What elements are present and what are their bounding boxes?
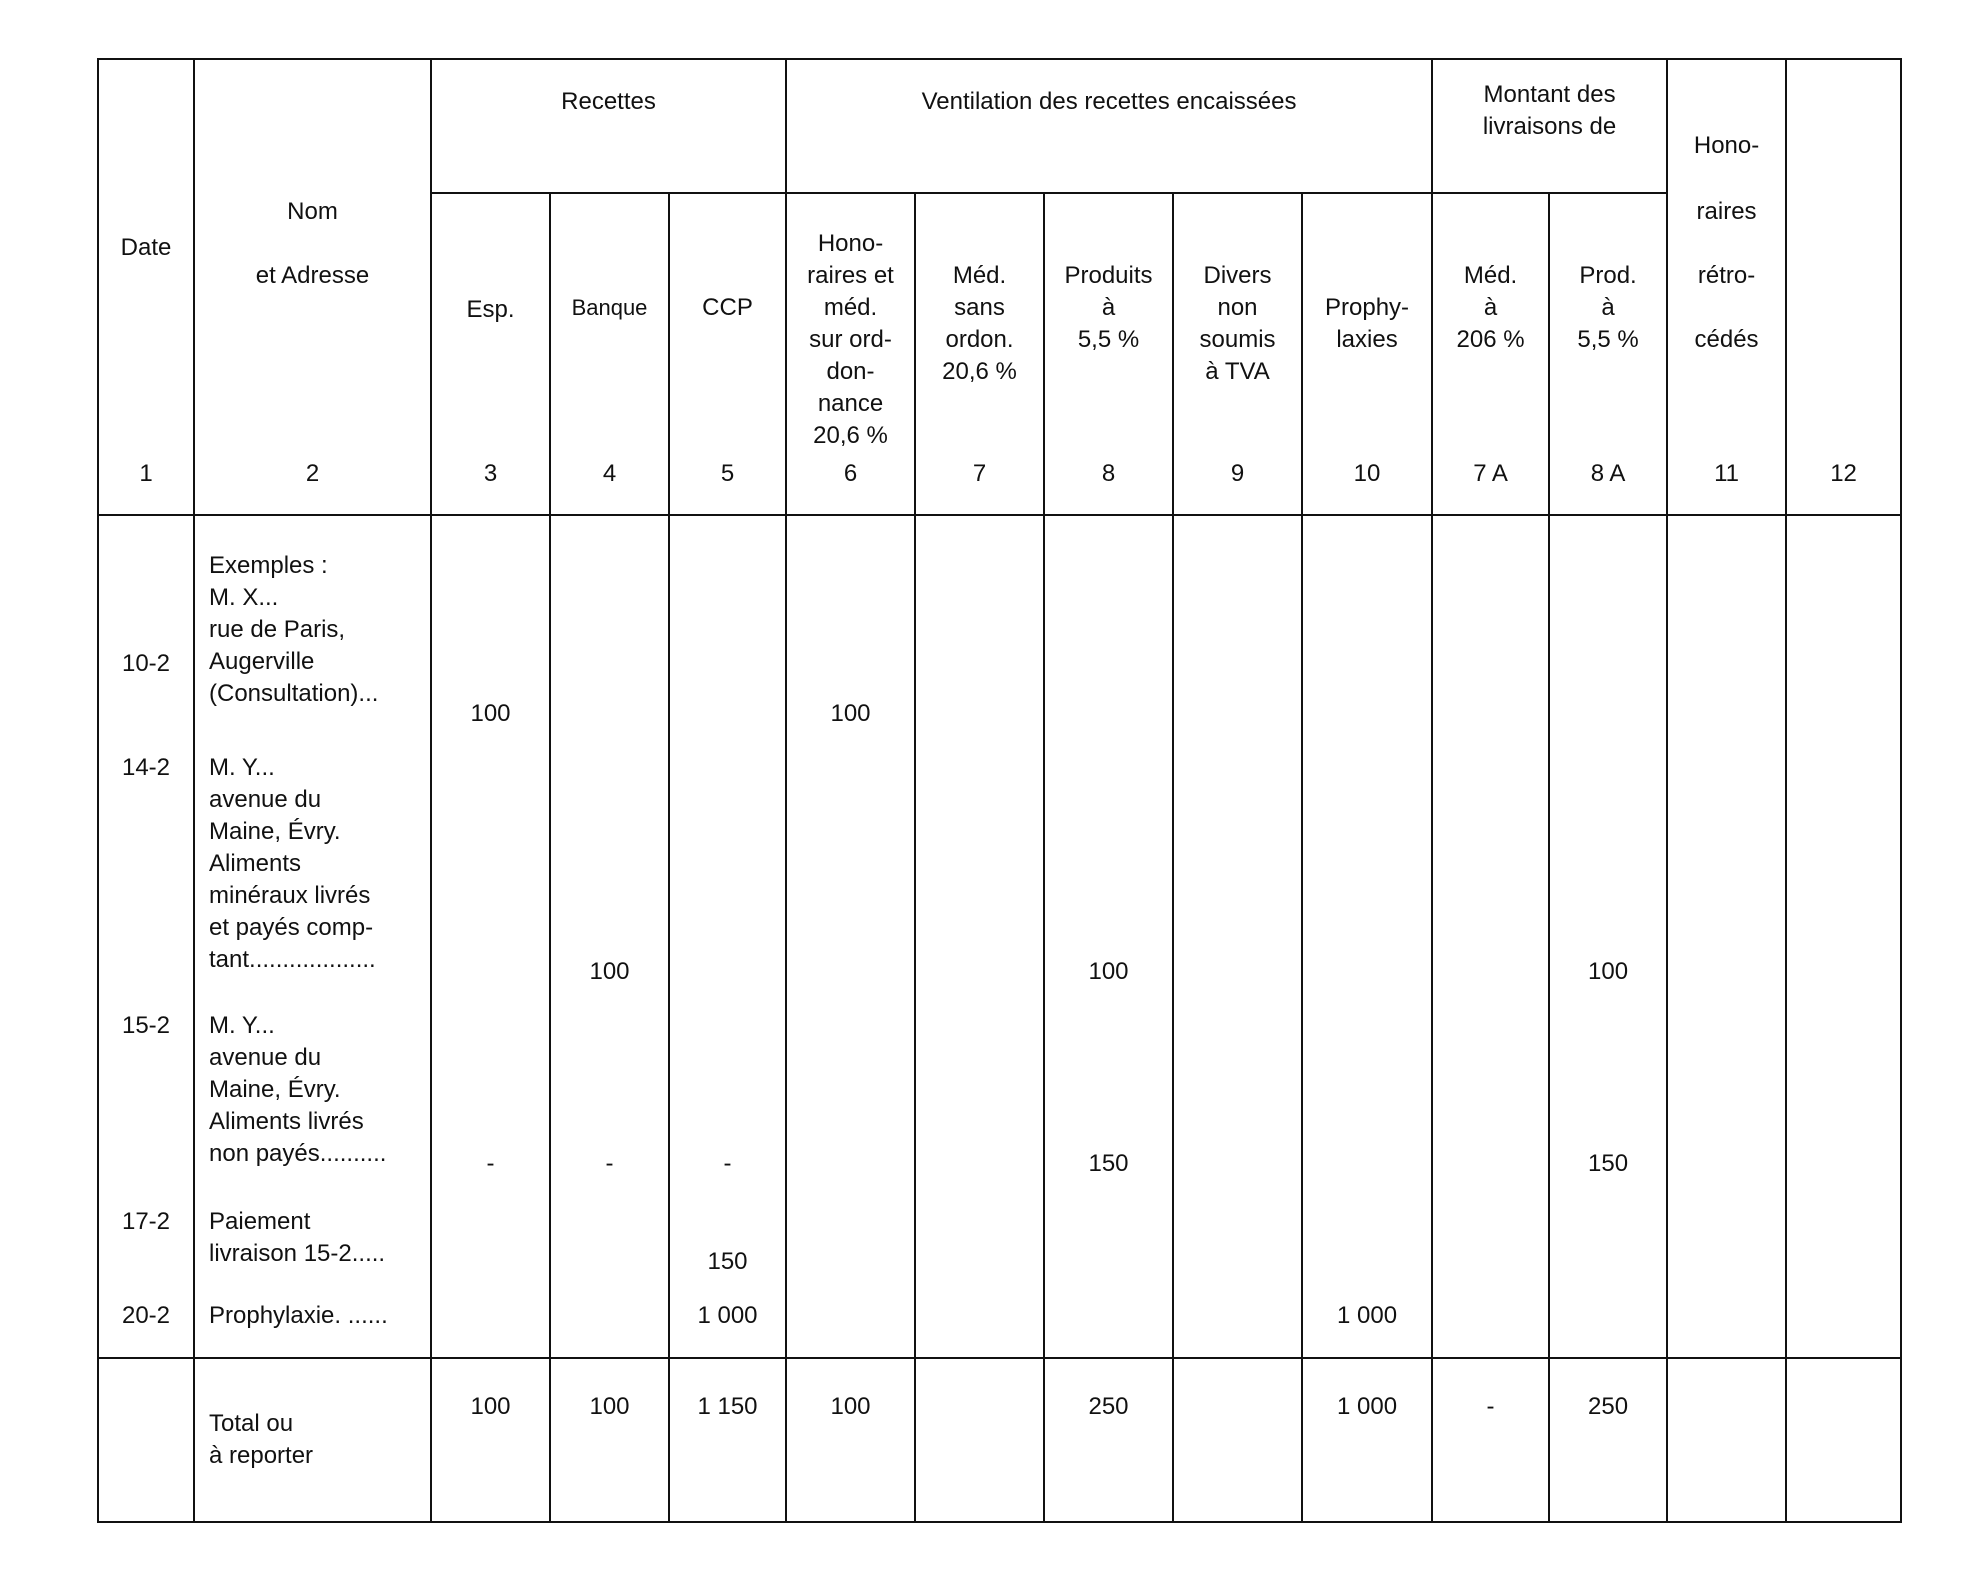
- cell-col8a: 150: [1549, 988, 1667, 1180]
- total-col9: [1173, 1358, 1302, 1522]
- column-number: 2: [305, 460, 320, 487]
- total-col7: [915, 1358, 1044, 1522]
- cell-banque: [550, 1180, 669, 1278]
- entry-date-text: 10-2: [121, 650, 171, 677]
- cell-col11: [1667, 988, 1786, 1180]
- cell-col12: [1786, 730, 1901, 988]
- cell-col7a: [1432, 1278, 1549, 1358]
- cell-col7: [915, 988, 1044, 1180]
- entry-name: [194, 1180, 431, 1278]
- entry-name: [194, 1278, 431, 1358]
- header-col8a: [1549, 193, 1667, 515]
- header-group-ventilation: [786, 59, 1432, 193]
- cell-col12: [1786, 515, 1901, 730]
- total-col11: [1667, 1358, 1786, 1522]
- cell-col6: [786, 730, 915, 988]
- entry-name-line: M. Y...: [209, 1012, 275, 1039]
- cell-col9: [1173, 1180, 1302, 1278]
- cell-col7: [915, 730, 1044, 988]
- cell-col7: [915, 1278, 1044, 1358]
- cell-col8a: [1549, 1180, 1667, 1278]
- entry-name-line: Maine, Évry.: [209, 1076, 341, 1103]
- header-col7a-line: 206 %: [1456, 326, 1525, 353]
- cell-banque: [550, 515, 669, 730]
- header-nom-label: Nom: [287, 198, 338, 225]
- cell-banque: [550, 1278, 669, 1358]
- header-col9: [1173, 193, 1302, 515]
- entry-name-line: Aliments: [209, 850, 302, 877]
- total-col10: 1 000: [1302, 1358, 1432, 1522]
- cell-ccp: -: [669, 988, 786, 1180]
- header-hono-line: Hono-: [1693, 132, 1760, 159]
- cell-col8: [1044, 1180, 1173, 1278]
- column-number: 8 A: [1590, 460, 1626, 487]
- ledger-table: [97, 58, 1902, 1523]
- cell-col10: [1302, 515, 1432, 730]
- cell-banque: -: [550, 988, 669, 1180]
- entry-name-line: Maine, Évry.: [209, 818, 341, 845]
- total-label: [194, 1358, 431, 1522]
- header-date-label: Date: [120, 234, 172, 261]
- entry-date: [98, 730, 194, 988]
- header-col7-line: Méd.: [952, 262, 1007, 289]
- cell-ccp: 150: [669, 1180, 786, 1278]
- header-col7a-line: à: [1483, 294, 1498, 321]
- ledger-entries: [98, 515, 1901, 1358]
- entry-name-line: Augerville: [209, 648, 315, 675]
- cell-col6: [786, 1278, 915, 1358]
- column-number: 8: [1101, 460, 1116, 487]
- cell-col9: [1173, 730, 1302, 988]
- header-montant-line1: Montant des: [1483, 81, 1616, 108]
- header-col8-line: à: [1101, 294, 1116, 321]
- cell-col11: [1667, 730, 1786, 988]
- entry-name-line: (Consultation)...: [209, 680, 379, 707]
- cell-esp: [431, 1180, 550, 1278]
- cell-col10: [1302, 730, 1432, 988]
- entry-name-line: Paiement: [209, 1208, 311, 1235]
- header-col6-line: don-: [826, 358, 875, 385]
- cell-col10: 1 000: [1302, 1278, 1432, 1358]
- entry-date-text: 15-2: [121, 1012, 171, 1039]
- header-col10-line: Prophy-: [1325, 294, 1410, 321]
- header-col8a-line: 5,5 %: [1577, 326, 1639, 353]
- header-col9-line: non: [1217, 294, 1258, 321]
- entry-date: [98, 1278, 194, 1358]
- header-ccp-label: CCP: [702, 294, 753, 321]
- table-row: [98, 1180, 1901, 1278]
- header-col6-line: raires et: [807, 262, 894, 289]
- header-col6-line: 20,6 %: [813, 422, 888, 449]
- header-col6-line: sur ord-: [809, 326, 892, 353]
- cell-banque: 100: [550, 730, 669, 988]
- entry-date: [98, 988, 194, 1180]
- cell-col7: [915, 1180, 1044, 1278]
- header-date: [98, 59, 194, 515]
- cell-ccp: 1 000: [669, 1278, 786, 1358]
- header-col6-line: Hono-: [817, 230, 884, 257]
- header-col7a-line: Méd.: [1463, 262, 1518, 289]
- cell-col9: [1173, 988, 1302, 1180]
- cell-col8a: [1549, 1278, 1667, 1358]
- cell-esp: [431, 1278, 550, 1358]
- header-col8-line: Produits: [1064, 262, 1153, 289]
- cell-col8a: [1549, 515, 1667, 730]
- cell-col9: [1173, 1278, 1302, 1358]
- cell-col7a: [1432, 515, 1549, 730]
- total-col7a: -: [1432, 1358, 1549, 1522]
- cell-col8a: 100: [1549, 730, 1667, 988]
- header-col7-line: 20,6 %: [942, 358, 1017, 385]
- cell-col12: [1786, 988, 1901, 1180]
- cell-col8: [1044, 515, 1173, 730]
- total-label-line: à reporter: [209, 1442, 314, 1469]
- entry-name-line: minéraux livrés: [209, 882, 371, 909]
- header-honoraires-retrocedes: [1667, 59, 1786, 515]
- header-col10-line: laxies: [1336, 326, 1398, 353]
- header-col6-line: nance: [817, 390, 884, 417]
- column-number: 12: [1830, 460, 1857, 487]
- column-number: 9: [1230, 460, 1245, 487]
- total-esp: 100: [431, 1358, 550, 1522]
- header-col10: [1302, 193, 1432, 515]
- entry-name-line: livraison 15-2.....: [209, 1240, 386, 1267]
- cell-col10: [1302, 988, 1432, 1180]
- entry-date-text: 14-2: [121, 754, 171, 781]
- header-col9-line: à TVA: [1205, 358, 1270, 385]
- header-col7-line: sans: [954, 294, 1005, 321]
- cell-col11: [1667, 515, 1786, 730]
- header-montant-line2: livraisons de: [1482, 113, 1617, 140]
- total-col8a: 250: [1549, 1358, 1667, 1522]
- total-label-line: Total ou: [209, 1410, 294, 1437]
- header-ventilation-label: Ventilation des recettes encaissées: [921, 88, 1297, 115]
- column-number: 6: [843, 460, 858, 487]
- cell-col8: [1044, 1278, 1173, 1358]
- cell-col6: [786, 1180, 915, 1278]
- entry-date: [98, 515, 194, 730]
- total-col12: [1786, 1358, 1901, 1522]
- cell-col7: [915, 515, 1044, 730]
- column-number: 7 A: [1473, 460, 1508, 487]
- table-row: [98, 988, 1901, 1180]
- cell-col11: [1667, 1278, 1786, 1358]
- entry-name-line: M. X...: [209, 584, 279, 611]
- total-row: [98, 1358, 1901, 1522]
- cell-col8: 150: [1044, 988, 1173, 1180]
- header-col7a: [1432, 193, 1549, 515]
- cell-col7a: [1432, 988, 1549, 1180]
- header-col6-line: méd.: [823, 294, 878, 321]
- ledger-header: [98, 59, 1901, 515]
- header-hono-line: raires: [1696, 198, 1757, 225]
- cell-col10: [1302, 1180, 1432, 1278]
- cell-col7a: [1432, 730, 1549, 988]
- header-col8a-line: à: [1601, 294, 1615, 321]
- entry-name: [194, 988, 431, 1180]
- column-number: 1: [139, 460, 153, 487]
- cell-col9: [1173, 515, 1302, 730]
- header-recettes-label: Recettes: [561, 88, 656, 115]
- header-col8: [1044, 193, 1173, 515]
- entry-name-line: Exemples :: [209, 552, 328, 579]
- total-date: [98, 1358, 194, 1522]
- header-ccp: [669, 193, 786, 515]
- header-hono-line: cédés: [1694, 326, 1759, 353]
- header-col7-line: ordon.: [945, 326, 1014, 353]
- cell-col6: 100: [786, 515, 915, 730]
- cell-col6: [786, 988, 915, 1180]
- cell-col11: [1667, 1180, 1786, 1278]
- table-row: [98, 1278, 1901, 1358]
- total-banque: 100: [550, 1358, 669, 1522]
- column-number: 4: [602, 460, 617, 487]
- cell-col7a: [1432, 1180, 1549, 1278]
- column-number: 7: [972, 460, 987, 487]
- header-col9-line: Divers: [1203, 262, 1272, 289]
- entry-name-line: avenue du: [209, 1044, 322, 1071]
- cell-ccp: [669, 515, 786, 730]
- header-col7: [915, 193, 1044, 515]
- entry-name-line: Prophylaxie. ......: [209, 1302, 388, 1329]
- entry-name: [194, 515, 431, 730]
- column-number: 10: [1353, 460, 1381, 487]
- total-col6: 100: [786, 1358, 915, 1522]
- header-name-address: [194, 59, 431, 515]
- total-ccp: 1 150: [669, 1358, 786, 1522]
- entry-date-text: 20-2: [121, 1302, 171, 1329]
- entry-name-line: et payés comp-: [209, 914, 374, 941]
- column-number: 11: [1714, 460, 1739, 487]
- table-row: [98, 515, 1901, 730]
- entry-name-line: M. Y...: [209, 754, 275, 781]
- cell-esp: 100: [431, 515, 550, 730]
- header-col9-line: soumis: [1199, 326, 1276, 353]
- entry-name: [194, 730, 431, 988]
- cell-col12: [1786, 1180, 1901, 1278]
- cell-esp: -: [431, 988, 550, 1180]
- header-col8-line: 5,5 %: [1077, 326, 1140, 353]
- total-col8: 250: [1044, 1358, 1173, 1522]
- ledger-total: [98, 1358, 1901, 1522]
- header-adresse-label: et Adresse: [255, 262, 370, 289]
- header-esp: [431, 193, 550, 515]
- header-group-montant: [1432, 59, 1667, 193]
- table-row: [98, 730, 1901, 988]
- cell-esp: [431, 730, 550, 988]
- entry-date: [98, 1180, 194, 1278]
- header-banque-label: Banque: [571, 295, 648, 320]
- entry-name-line: non payés..........: [209, 1140, 387, 1167]
- header-banque: [550, 193, 669, 515]
- header-col8a-line: Prod.: [1579, 262, 1637, 289]
- header-esp-label: Esp.: [466, 296, 515, 323]
- cell-col8: 100: [1044, 730, 1173, 988]
- entry-name-line: rue de Paris,: [209, 616, 346, 643]
- header-hono-line: rétro-: [1697, 262, 1756, 289]
- entry-date-text: 17-2: [121, 1208, 171, 1235]
- entry-name-line: avenue du: [209, 786, 322, 813]
- cell-col12: [1786, 1278, 1901, 1358]
- column-number: 5: [720, 460, 735, 487]
- header-col6: [786, 193, 915, 515]
- entry-name-line: Aliments livrés: [209, 1108, 364, 1135]
- column-number: 3: [483, 460, 498, 487]
- header-group-recettes: [431, 59, 786, 193]
- entry-name-line: tant...................: [209, 946, 376, 973]
- cell-ccp: [669, 730, 786, 988]
- header-col-12: [1786, 59, 1901, 515]
